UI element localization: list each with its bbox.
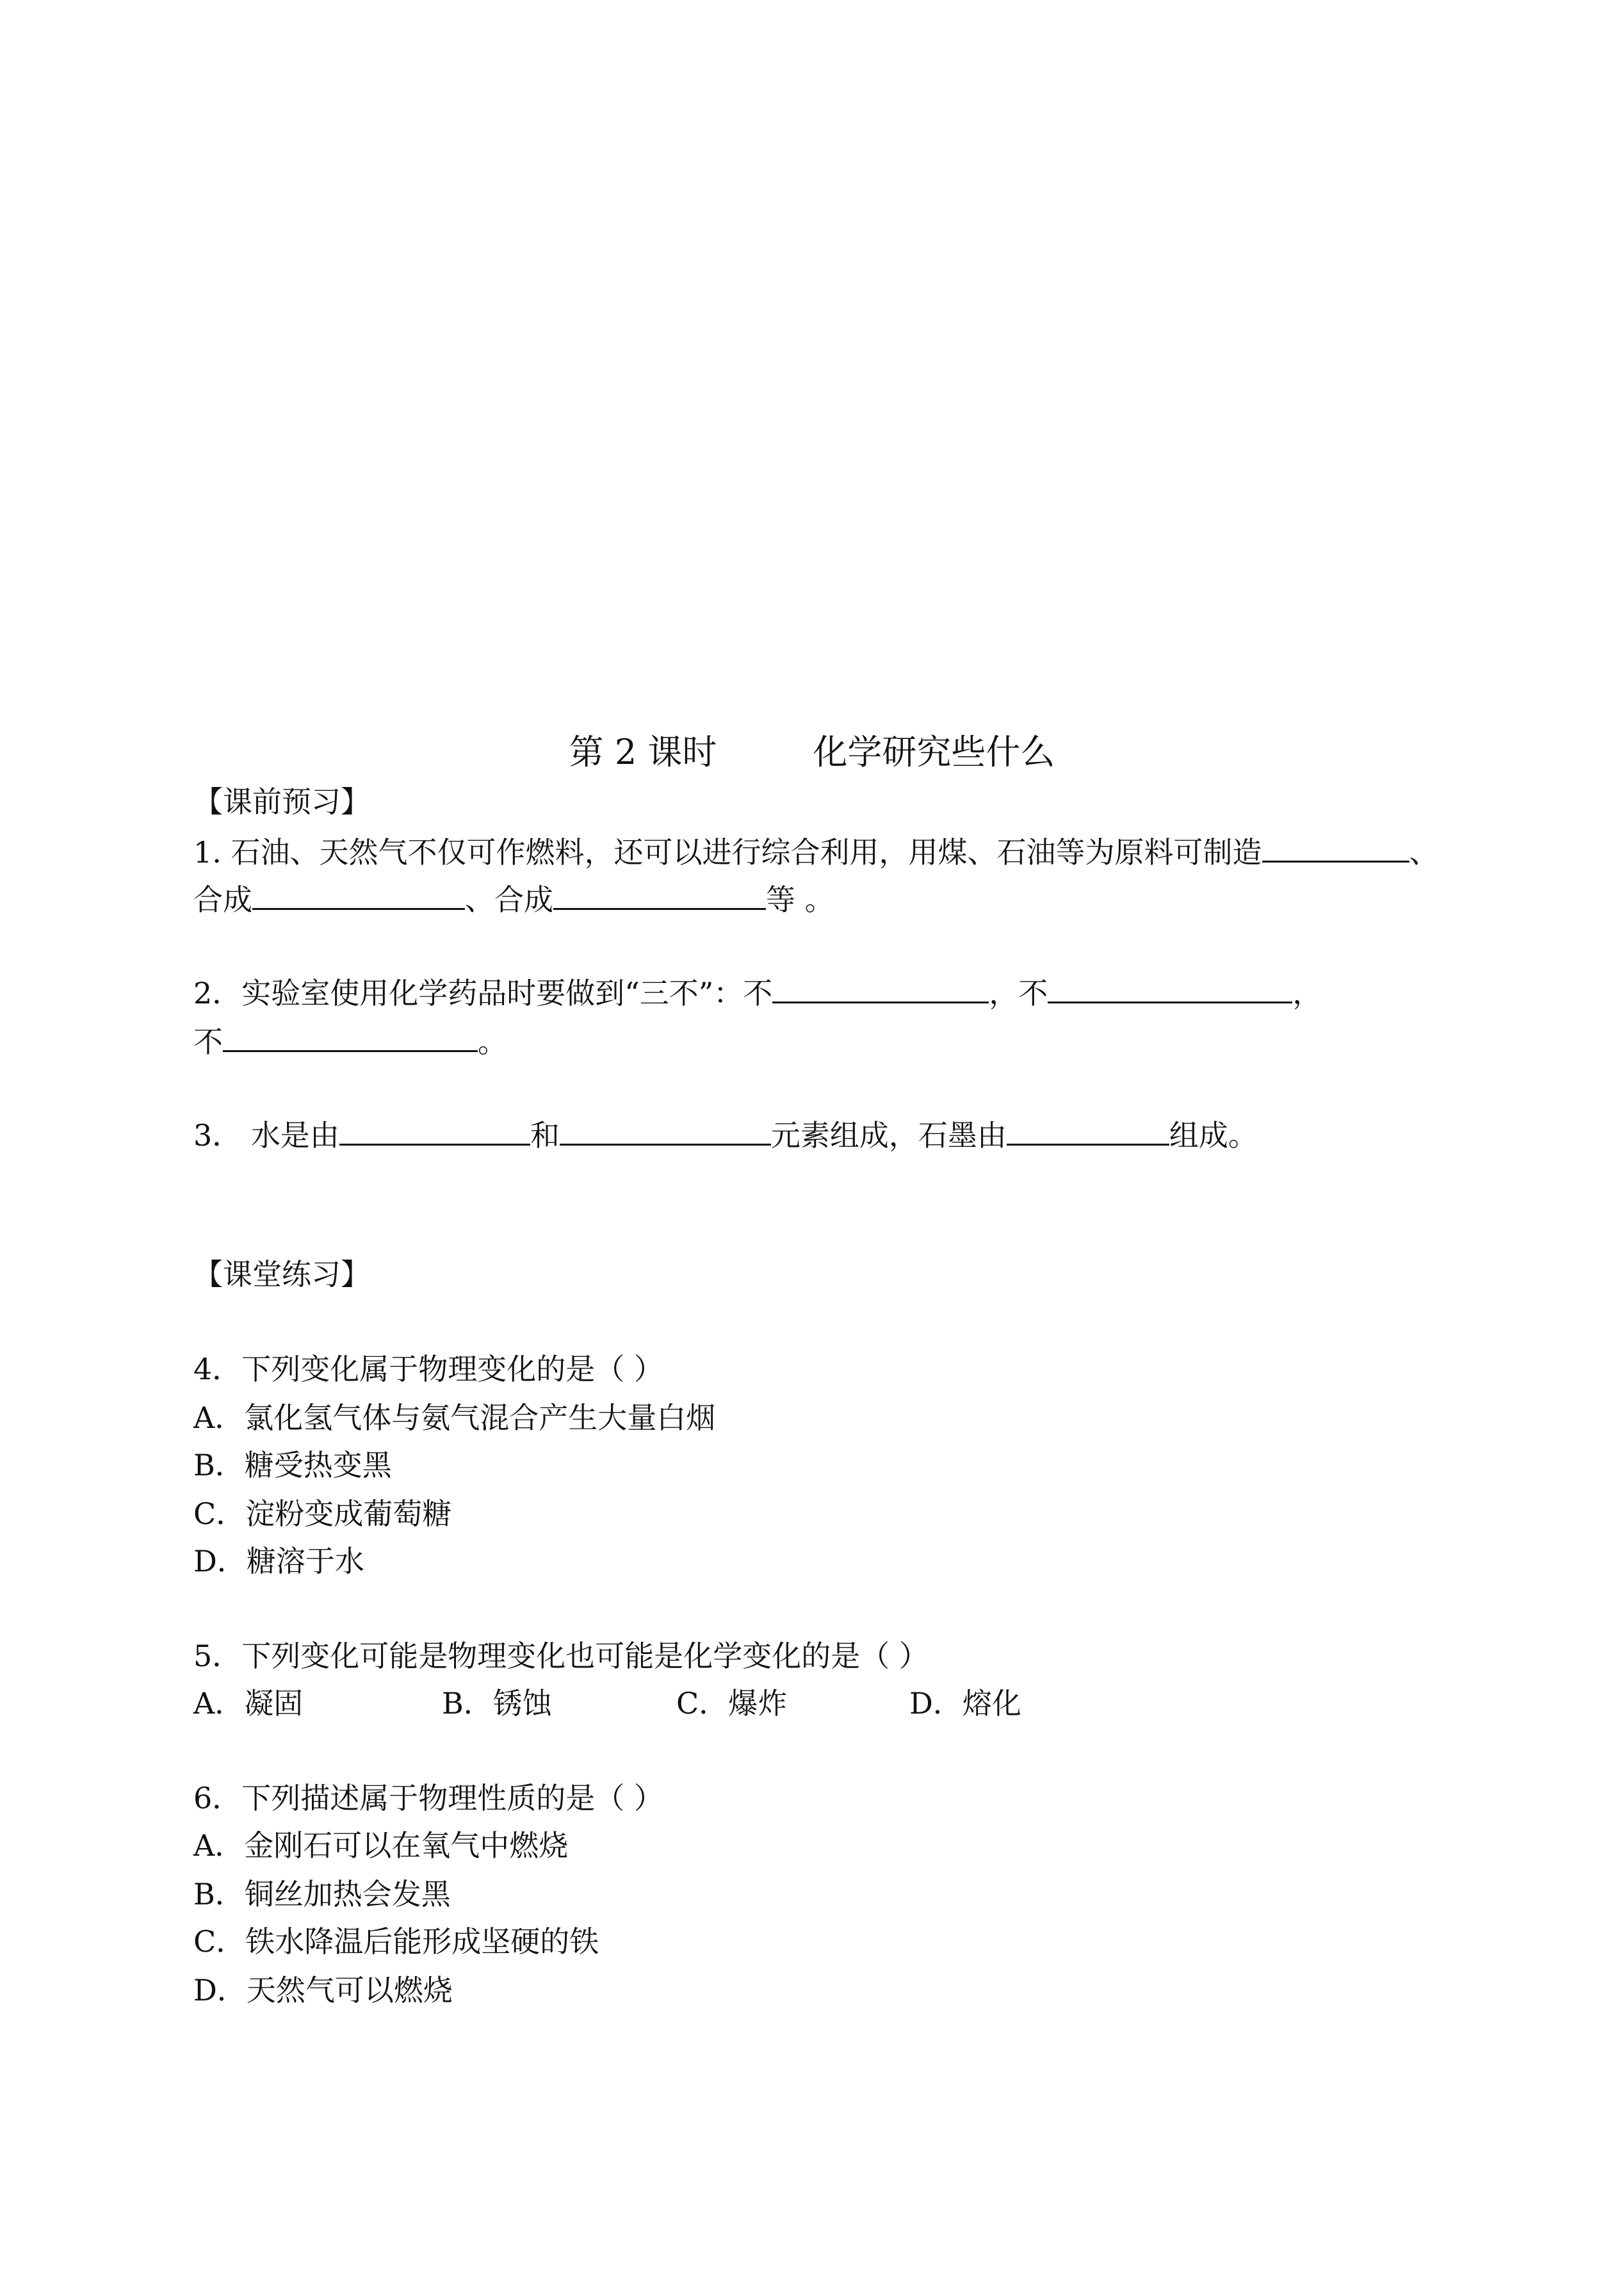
question-3-text: 组成。 [1169, 1118, 1258, 1153]
question-4-option-b[interactable]: B．糖受热变黑 [193, 1448, 392, 1482]
question-4-option-a[interactable]: A．氯化氢气体与氨气混合产生大量白烟 [193, 1400, 716, 1435]
question-1-line-1 [193, 830, 1439, 872]
question-6-option-d[interactable]: D．天然气可以燃烧 [193, 1973, 453, 2007]
question-4-stem: 4．下列变化属于物理变化的是（ ） [193, 1352, 663, 1386]
question-5-option-a[interactable]: A．凝固 [193, 1686, 304, 1721]
question-2-text: 2．实验室使用化学药品时要做到“三不”：不 [193, 976, 773, 1010]
question-3-text: 3． 水是由 [193, 1118, 339, 1153]
answer-blank[interactable] [553, 877, 766, 910]
answer-blank[interactable] [339, 1113, 530, 1146]
answer-blank[interactable] [1007, 1113, 1169, 1146]
question-6-option-c[interactable]: C．铁水降温后能形成坚硬的铁 [193, 1924, 599, 1959]
question-3 [193, 1113, 1258, 1155]
question-5-option-d[interactable]: D．熔化 [909, 1686, 1021, 1721]
page-title [0, 730, 1624, 775]
question-1-line-2 [193, 877, 834, 919]
question-5-option-c[interactable]: C．爆炸 [676, 1686, 788, 1721]
question-1-text: 、合成 [465, 882, 553, 917]
punctuation: 。 [478, 1025, 507, 1059]
question-1-text: 1. 石油、天然气不仅可作燃料，还可以进行综合利用，用煤、石油等为原料可制造 [193, 835, 1262, 870]
punctuation: 、 [1409, 835, 1439, 870]
question-4-option-c[interactable]: C．淀粉变成葡萄糖 [193, 1496, 452, 1531]
question-6-stem: 6．下列描述属于物理性质的是（ ） [193, 1781, 663, 1815]
question-5-options [193, 1684, 1021, 1723]
question-4-option-d[interactable]: D．糖溶于水 [193, 1544, 364, 1578]
answer-blank[interactable] [223, 1019, 478, 1052]
answer-blank[interactable] [1262, 830, 1409, 863]
question-2-text: 不 [193, 1025, 223, 1059]
section-heading-preview: 【课前预习】 [193, 784, 370, 819]
punctuation: ， [1292, 976, 1322, 1010]
section-heading-practice: 【课堂练习】 [193, 1257, 370, 1292]
question-6-option-b[interactable]: B．铜丝加热会发黑 [193, 1877, 451, 1911]
answer-blank[interactable] [252, 877, 465, 910]
question-3-text: 元素组成，石墨由 [770, 1118, 1007, 1153]
question-1-text: 等 。 [766, 882, 834, 917]
title-lesson-topic: 化学研究些什么 [813, 732, 1055, 772]
question-6-option-a[interactable]: A．金刚石可以在氧气中燃烧 [193, 1828, 569, 1863]
question-2-line-1 [193, 971, 1322, 1012]
title-lesson-number: 第 2 课时 [569, 732, 717, 772]
answer-blank[interactable] [560, 1113, 771, 1146]
question-3-text: 和 [530, 1118, 560, 1153]
answer-blank[interactable] [1048, 971, 1292, 1003]
answer-blank[interactable] [772, 971, 989, 1003]
question-2-text: ，不 [989, 976, 1048, 1010]
question-1-text: 合成 [193, 882, 252, 917]
question-5-option-b[interactable]: B．锈蚀 [442, 1686, 552, 1721]
question-2-line-2 [193, 1019, 507, 1061]
question-5-stem: 5．下列变化可能是物理变化也可能是化学变化的是（ ） [193, 1639, 929, 1673]
